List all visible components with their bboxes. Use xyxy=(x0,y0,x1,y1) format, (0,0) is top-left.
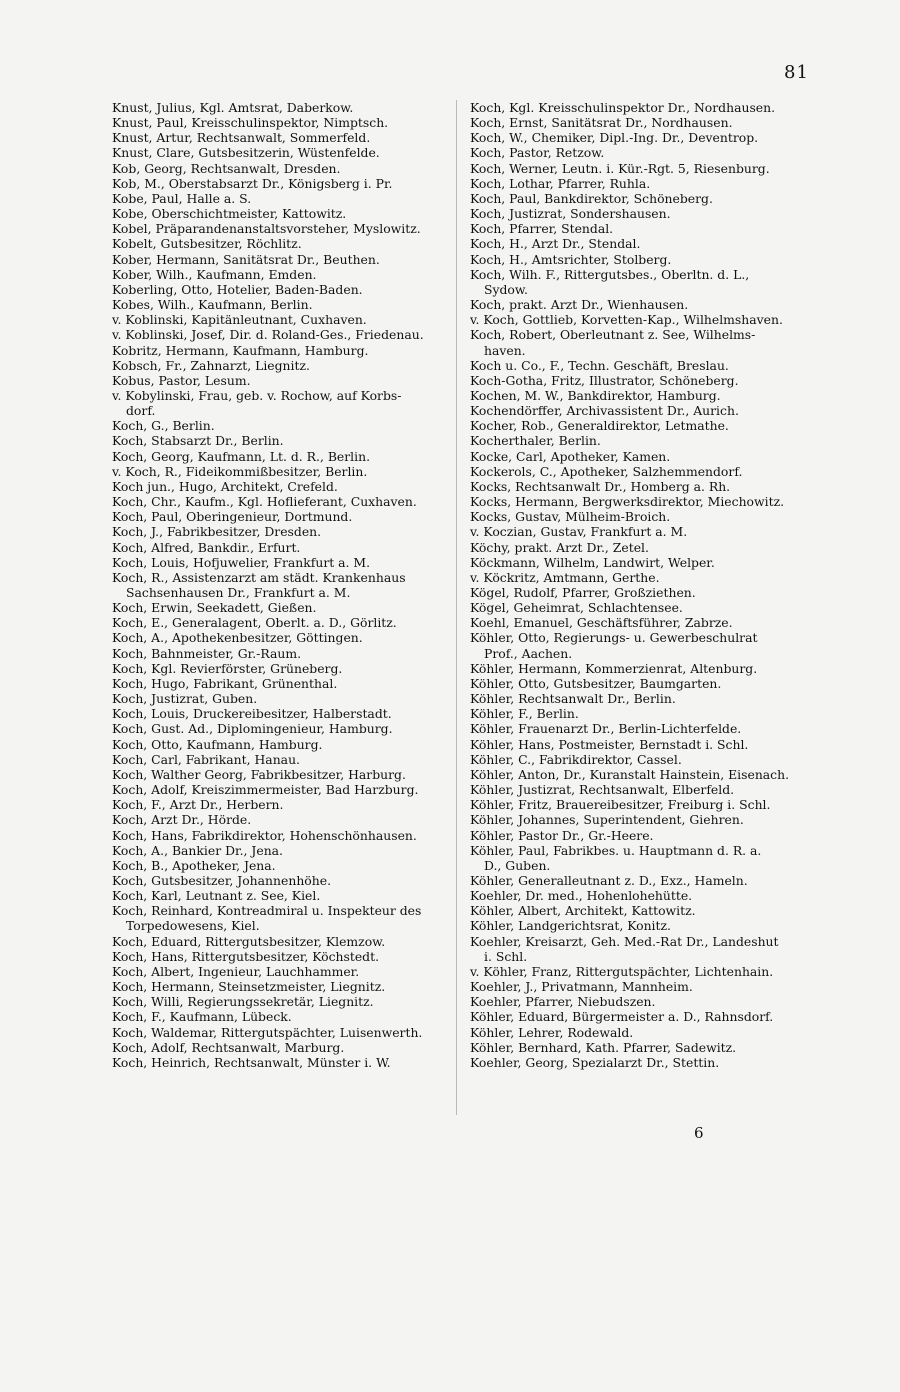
directory-entry: Koch, Otto, Kaufmann, Hamburg. xyxy=(112,736,323,752)
directory-entry: Koch, Hans, Fabrikdirektor, Hohenschönhausen. xyxy=(112,827,417,843)
directory-entry: Koehler, Dr. med., Hohenlohehütte. xyxy=(470,888,693,904)
directory-entry: Koch, J., Fabrikbesitzer, Dresden. xyxy=(112,524,322,540)
directory-entry: Knust, Paul, Kreisschulinspektor, Nimptsch. xyxy=(112,115,389,131)
directory-entry: Köhler, Pastor Dr., Gr.-Heere. xyxy=(470,827,654,843)
directory-entry: Kocke, Carl, Apotheker, Kamen. xyxy=(470,448,671,464)
directory-entry: Köhler, Hermann, Kommerzienrat, Altenburg. xyxy=(470,660,758,676)
directory-entry: Koch u. Co., F., Techn. Geschäft, Breslau. xyxy=(470,357,729,373)
directory-entry: Köhler, Lehrer, Rodewald. xyxy=(470,1024,634,1040)
directory-entry: Koch, Pastor, Retzow. xyxy=(470,145,605,161)
directory-entry: Koch, Bahnmeister, Gr.-Raum. xyxy=(112,645,302,661)
directory-entry: v. Kobylinski, Frau, geb. v. Rochow, auf Korbs- xyxy=(112,387,402,403)
directory-entry: Köhler, Generalleutnant z. D., Exz., Hameln. xyxy=(470,872,748,888)
directory-entry: Koch, Arzt Dr., Hörde. xyxy=(112,812,252,828)
directory-entry: v. Koch, R., Fideikommißbesitzer, Berlin. xyxy=(112,463,368,479)
directory-entry: Koehler, Kreisarzt, Geh. Med.-Rat Dr., Landeshut xyxy=(470,933,779,949)
page-number: 81 xyxy=(784,62,809,83)
directory-entry: Koch, A., Bankier Dr., Jena. xyxy=(112,842,283,858)
directory-entry: v. Koblinski, Josef, Dir. d. Roland-Ges., Friedenau. xyxy=(112,327,424,343)
directory-entry: Koch, Louis, Druckereibesitzer, Halberstadt. xyxy=(112,706,392,722)
directory-entry: Koch, Robert, Oberleutnant z. See, Wilhelms- xyxy=(470,327,756,343)
directory-entry: Köhler, Anton, Dr., Kuranstalt Hainstein, Eisenach. xyxy=(470,766,790,782)
directory-entry: Prof., Aachen. xyxy=(484,645,573,661)
directory-entry: Kocks, Rechtsanwalt Dr., Homberg a. Rh. xyxy=(470,478,731,494)
directory-entry: Koch, Pfarrer, Stendal. xyxy=(470,221,614,237)
directory-entry: Koch, B., Apotheker, Jena. xyxy=(112,857,276,873)
directory-entry: Kobe, Paul, Halle a. S. xyxy=(112,190,252,206)
directory-entry: v. Koczian, Gustav, Frankfurt a. M. xyxy=(470,524,688,540)
directory-entry: Koch, Lothar, Pfarrer, Ruhla. xyxy=(470,175,651,191)
directory-entry: Koch, Heinrich, Rechtsanwalt, Münster i. W. xyxy=(112,1054,391,1070)
directory-entry: Koch, G., Berlin. xyxy=(112,418,215,434)
directory-entry: Knust, Julius, Kgl. Amtsrat, Daberkow. xyxy=(112,100,354,115)
directory-entry: Koch, Paul, Oberingenieur, Dortmund. xyxy=(112,509,353,525)
directory-entry: Köhler, Fritz, Brauereibesitzer, Freiburg i. Schl. xyxy=(470,797,771,813)
directory-entry: haven. xyxy=(484,342,526,358)
directory-entry: Koch, Waldemar, Rittergutspächter, Luisenwerth. xyxy=(112,1024,423,1040)
directory-entry: Köhler, Johannes, Superintendent, Giehren. xyxy=(470,812,744,828)
directory-entry: Koch, Louis, Hofjuwelier, Frankfurt a. M. xyxy=(112,554,371,570)
directory-entry: Sachsenhausen Dr., Frankfurt a. M. xyxy=(126,585,351,600)
directory-entry: Koch, E., Generalagent, Oberlt. a. D., Görlitz. xyxy=(112,615,397,631)
directory-entry: Köhler, Hans, Postmeister, Bernstadt i. Schl. xyxy=(470,736,749,752)
directory-entry: Kober, Hermann, Sanitätsrat Dr., Beuthen. xyxy=(112,251,380,267)
directory-entry: Koch, Walther Georg, Fabrikbesitzer, Harburg. xyxy=(112,766,406,782)
directory-entry: Kobelt, Gutsbesitzer, Röchlitz. xyxy=(112,236,302,252)
right-column xyxy=(470,100,810,1070)
directory-entry: Köhler, Otto, Gutsbesitzer, Baumgarten. xyxy=(470,675,722,691)
directory-entry: Koch, Wilh. F., Rittergutsbes., Oberltn. d. L., xyxy=(470,266,750,282)
directory-entry: Kob, Georg, Rechtsanwalt, Dresden. xyxy=(112,160,341,176)
directory-entry: Koehl, Emanuel, Geschäftsführer, Zabrze. xyxy=(470,615,733,631)
directory-entry: Koch, Hans, Rittergutsbesitzer, Köchstedt. xyxy=(112,948,380,964)
directory-entry: Knust, Artur, Rechtsanwalt, Sommerfeld. xyxy=(112,130,371,146)
directory-entry: Köhler, Rechtsanwalt Dr., Berlin. xyxy=(470,691,676,707)
directory-entry: Kochendörffer, Archivassistent Dr., Aurich. xyxy=(470,403,739,419)
directory-entry: v. Koch, Gottlieb, Korvetten-Kap., Wilhelmshaven. xyxy=(470,312,783,328)
directory-entry: Köhler, Landgerichtsrat, Konitz. xyxy=(470,918,671,934)
directory-entry: Kobel, Präparandenanstaltsvorsteher, Myslowitz. xyxy=(112,221,421,237)
directory-entry: Koch, Kgl. Revierförster, Grüneberg. xyxy=(112,660,343,676)
directory-entry: Kockerols, C., Apotheker, Salzhemmendorf. xyxy=(470,463,743,479)
directory-entry: Kögel, Rudolf, Pfarrer, Großziethen. xyxy=(470,585,696,600)
directory-entry: Koch, Hermann, Steinsetzmeister, Liegnitz. xyxy=(112,979,386,995)
directory-entry: Koch, F., Arzt Dr., Herbern. xyxy=(112,797,284,813)
directory-entry: Köhler, Eduard, Bürgermeister a. D., Rahnsdorf. xyxy=(470,1009,774,1025)
directory-entry: Koberling, Otto, Hotelier, Baden-Baden. xyxy=(112,281,363,297)
directory-entry: Köhler, Albert, Architekt, Kattowitz. xyxy=(470,903,696,919)
directory-entry: Kocherthaler, Berlin. xyxy=(470,433,601,449)
directory-entry: v. Koblinski, Kapitänleutnant, Cuxhaven. xyxy=(112,312,367,328)
directory-entry: Kobsch, Fr., Zahnarzt, Liegnitz. xyxy=(112,357,310,373)
signature-mark: 6 xyxy=(694,1124,704,1142)
directory-entry: Koch, W., Chemiker, Dipl.-Ing. Dr., Deventrop. xyxy=(470,130,759,146)
directory-entry: Kögel, Geheimrat, Schlachtensee. xyxy=(470,600,683,616)
directory-entry: Köckmann, Wilhelm, Landwirt, Welper. xyxy=(470,554,715,570)
directory-entry: Koch, Paul, Bankdirektor, Schöneberg. xyxy=(470,190,713,206)
directory-entry: Sydow. xyxy=(484,281,528,297)
directory-entry: Koch, H., Amtsrichter, Stolberg. xyxy=(470,251,672,267)
directory-entry: Koch, Hugo, Fabrikant, Grünenthal. xyxy=(112,675,338,691)
directory-entry: v. Köhler, Franz, Rittergutspächter, Lichtenhain. xyxy=(470,963,774,979)
directory-entry: Köhler, Bernhard, Kath. Pfarrer, Sadewitz. xyxy=(470,1039,737,1055)
directory-entry: Koehler, Pfarrer, Niebudszen. xyxy=(470,994,656,1010)
directory-entry: Koch, Adolf, Kreiszimmermeister, Bad Harzburg. xyxy=(112,782,419,798)
directory-entry: Koch, Eduard, Rittergutsbesitzer, Klemzow. xyxy=(112,933,386,949)
directory-entry: Koch, Justizrat, Guben. xyxy=(112,691,258,707)
directory-entry: Kocks, Gustav, Mülheim-Broich. xyxy=(470,509,671,525)
directory-entry: v. Köckritz, Amtmann, Gerthe. xyxy=(470,569,660,585)
directory-entry: Torpedowesens, Kiel. xyxy=(126,918,260,934)
directory-entry: Köhler, F., Berlin. xyxy=(470,706,579,722)
directory-entry: Koch, F., Kaufmann, Lübeck. xyxy=(112,1009,292,1025)
directory-entry: Koch, Ernst, Sanitätsrat Dr., Nordhausen. xyxy=(470,115,733,131)
directory-entry: Kobritz, Hermann, Kaufmann, Hamburg. xyxy=(112,342,369,358)
directory-entry: Kocher, Rob., Generaldirektor, Letmathe. xyxy=(470,418,729,434)
directory-entry: Kobus, Pastor, Lesum. xyxy=(112,372,251,388)
directory-entry: Koch, A., Apothekenbesitzer, Göttingen. xyxy=(112,630,363,646)
column-divider xyxy=(456,100,457,1115)
directory-entry: Kocks, Hermann, Bergwerksdirektor, Miechowitz. xyxy=(470,494,785,510)
directory-entry: Koch, Adolf, Rechtsanwalt, Marburg. xyxy=(112,1039,345,1055)
directory-entry: Köhler, C., Fabrikdirektor, Cassel. xyxy=(470,751,682,767)
directory-entry: Kochen, M. W., Bankdirektor, Hamburg. xyxy=(470,387,721,403)
directory-entry: Koehler, Georg, Spezialarzt Dr., Stettin. xyxy=(470,1054,720,1070)
directory-entry: Knust, Clare, Gutsbesitzerin, Wüstenfelde. xyxy=(112,145,380,161)
directory-entry: Köhler, Justizrat, Rechtsanwalt, Elberfeld. xyxy=(470,782,735,798)
directory-entry: Koch, Carl, Fabrikant, Hanau. xyxy=(112,751,300,767)
directory-entry: Köchy, prakt. Arzt Dr., Zetel. xyxy=(470,539,649,555)
directory-entry: Koch jun., Hugo, Architekt, Crefeld. xyxy=(112,478,338,494)
directory-entry: dorf. xyxy=(126,403,156,419)
directory-entry: Kob, M., Oberstabsarzt Dr., Königsberg i. Pr. xyxy=(112,175,393,191)
directory-entry: Koch, Erwin, Seekadett, Gießen. xyxy=(112,600,317,616)
directory-entry: Koch, R., Assistenzarzt am städt. Krankenhaus xyxy=(112,569,406,585)
directory-entry: Koch, Alfred, Bankdir., Erfurt. xyxy=(112,539,301,555)
directory-entry: Koch, Karl, Leutnant z. See, Kiel. xyxy=(112,888,321,904)
directory-entry: Koch, Gutsbesitzer, Johannenhöhe. xyxy=(112,872,332,888)
directory-entry: Kobes, Wilh., Kaufmann, Berlin. xyxy=(112,297,313,313)
directory-entry: Koehler, J., Privatmann, Mannheim. xyxy=(470,979,693,995)
directory-entry: Koch, prakt. Arzt Dr., Wienhausen. xyxy=(470,297,689,313)
directory-entry: Koch, Willi, Regierungssekretär, Liegnitz. xyxy=(112,994,374,1010)
directory-entry: Kobe, Oberschichtmeister, Kattowitz. xyxy=(112,206,347,222)
directory-entry: Koch, Kgl. Kreisschulinspektor Dr., Nordhausen. xyxy=(470,100,776,115)
directory-entry: i. Schl. xyxy=(484,948,528,964)
directory-entry: Köhler, Otto, Regierungs- u. Gewerbeschulrat xyxy=(470,630,758,646)
directory-entry: Koch, Justizrat, Sondershausen. xyxy=(470,206,671,222)
directory-entry: Koch, Reinhard, Kontreadmiral u. Inspekteur des xyxy=(112,903,422,919)
directory-entry: Koch, Stabsarzt Dr., Berlin. xyxy=(112,433,284,449)
directory-entry: Koch, H., Arzt Dr., Stendal. xyxy=(470,236,641,252)
directory-entry: Koch, Gust. Ad., Diplomingenieur, Hamburg. xyxy=(112,721,393,737)
directory-entry: D., Guben. xyxy=(484,857,551,873)
directory-entry: Kober, Wilh., Kaufmann, Emden. xyxy=(112,266,317,282)
directory-entry: Koch, Werner, Leutn. i. Kür.-Rgt. 5, Riesenburg. xyxy=(470,160,770,176)
directory-entry: Koch, Georg, Kaufmann, Lt. d. R., Berlin. xyxy=(112,448,371,464)
directory-entry: Koch-Gotha, Fritz, Illustrator, Schöneberg. xyxy=(470,372,739,388)
directory-entry: Köhler, Frauenarzt Dr., Berlin-Lichterfelde. xyxy=(470,721,742,737)
left-column xyxy=(112,100,447,1070)
directory-entry: Koch, Chr., Kaufm., Kgl. Hoflieferant, Cuxhaven. xyxy=(112,494,417,510)
directory-entry: Köhler, Paul, Fabrikbes. u. Hauptmann d. R. a. xyxy=(470,842,762,858)
directory-entry: Koch, Albert, Ingenieur, Lauchhammer. xyxy=(112,963,360,979)
